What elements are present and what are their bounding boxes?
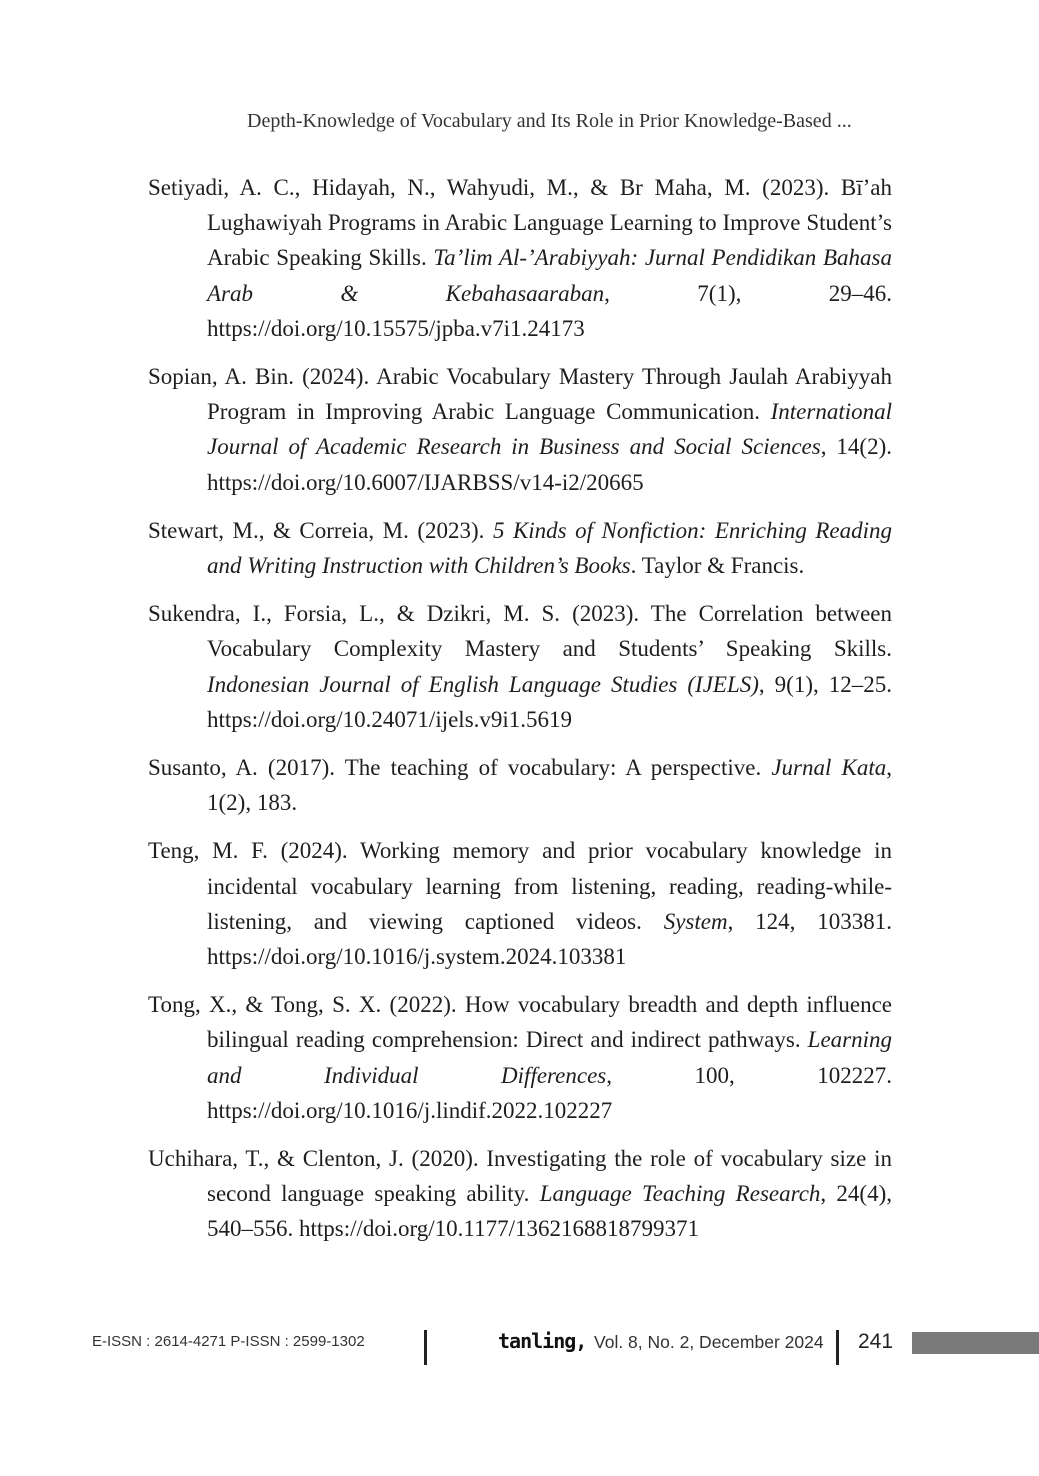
reference-details: , 124, 103381. https://doi.org/10.1016/j.system.2024.103381 — [207, 908, 893, 970]
reference-details: , 24(4), 540–556. https://doi.org/10.1177/1362168818799371 — [207, 1181, 892, 1242]
reference-entry — [148, 987, 892, 1128]
reference-text: Teng, M. F. (2024). Working memory and prior vocabulary knowledge in incidental vocabulary learning from listening, reading, reading-while-listening, and viewing captioned videos. — [148, 838, 892, 934]
reference-text: Tong, X., & Tong, S. X. (2022). How vocabulary breadth and depth influence bilingual reading comprehension: Direct and indirect pathways. — [148, 992, 892, 1053]
reference-entry — [148, 359, 892, 500]
reference-source: Indonesian Journal of English Language Studies (IJELS) — [207, 671, 759, 697]
reference-entry — [148, 170, 892, 346]
reference-source: International Journal of Academic Research in Business and Social Sciences — [207, 399, 892, 460]
reference-details: . Taylor & Francis. — [630, 553, 805, 579]
reference-text: Sopian, A. Bin. (2024). Arabic Vocabulary Mastery Through Jaulah Arabiyyah Program in Improving Arabic Language Communication. — [148, 364, 892, 425]
reference-source: Ta’lim Al-’Arabiyyah: Jurnal Pendidikan Bahasa Arab & Kebahasaaraban — [207, 245, 892, 306]
issn-text: E-ISSN : 2614-4271 P-ISSN : 2599-1302 — [92, 1333, 365, 1350]
page-decoration-bar — [912, 1332, 1039, 1354]
reference-text: Susanto, A. (2017). The teaching of vocabulary: A perspective. — [148, 755, 772, 781]
footer-divider — [836, 1330, 839, 1365]
running-header: Depth-Knowledge of Vocabulary and Its Role in Prior Knowledge-Based ... — [247, 110, 852, 132]
journal-logo-text: tanling — [498, 1329, 576, 1353]
reference-source: System — [663, 908, 728, 934]
reference-list — [148, 170, 892, 1260]
reference-entry — [148, 1141, 892, 1247]
reference-text: Sukendra, I., Forsia, L., & Dzikri, M. S. (2023). The Correlation between Vocabulary Complexity Mastery and Students’ Speaking Skills. — [148, 601, 892, 662]
reference-text: Setiyadi, A. C., Hidayah, N., Wahyudi, M., & Br Maha, M. (2023). Bī’ah Lughawiyah Programs in Arabic Language Learning to Improve Student’s Arabic Speaking Skills. — [148, 175, 892, 271]
footer-divider — [424, 1330, 427, 1365]
volume-info: Vol. 8, No. 2, December 2024 — [594, 1332, 824, 1352]
logo-comma: , — [575, 1329, 587, 1353]
reference-details: , 14(2). https://doi.org/10.6007/IJARBSS/v14-i2/20665 — [207, 434, 892, 495]
reference-source: Learning and Individual Differences — [207, 1027, 892, 1088]
reference-source: Language Teaching Research — [539, 1181, 821, 1207]
reference-source: Jurnal Kata — [771, 755, 887, 781]
reference-details: , 7(1), 29–46. https://doi.org/10.15575/jpba.v7i1.24173 — [207, 280, 892, 341]
reference-details: , 100, 102227. https://doi.org/10.1016/j.lindif.2022.102227 — [207, 1062, 893, 1123]
journal-logo — [498, 1329, 586, 1353]
reference-entry — [148, 833, 892, 974]
page-footer — [0, 1326, 1039, 1370]
reference-source: 5 Kinds of Nonfiction: Enriching Reading and Writing Instruction with Children’s Books — [207, 517, 892, 579]
page-number: 241 — [858, 1330, 894, 1353]
reference-entry — [148, 596, 892, 737]
reference-entry — [148, 513, 892, 583]
reference-entry — [148, 750, 892, 820]
reference-details: , 9(1), 12–25. https://doi.org/10.24071/ijels.v9i1.5619 — [207, 671, 892, 732]
reference-text: Stewart, M., & Correia, M. (2023). — [148, 517, 493, 543]
reference-text: Uchihara, T., & Clenton, J. (2020). Investigating the role of vocabulary size in second language speaking ability. — [148, 1146, 892, 1207]
reference-details: , 1(2), 183. — [207, 755, 892, 816]
